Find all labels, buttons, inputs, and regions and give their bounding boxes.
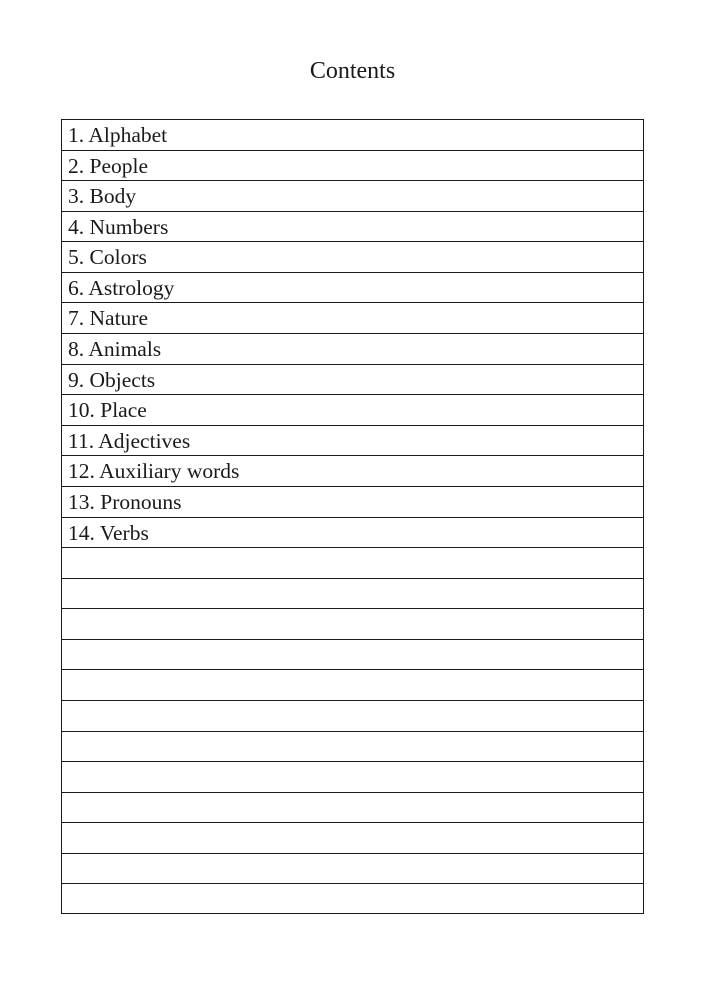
blank-row xyxy=(62,609,643,640)
contents-row: 4. Numbers xyxy=(62,212,643,243)
blank-row xyxy=(62,701,643,732)
contents-row: 11. Adjectives xyxy=(62,426,643,457)
blank-row xyxy=(62,793,643,824)
contents-row: 2. People xyxy=(62,151,643,182)
blank-row xyxy=(62,884,643,915)
contents-row: 14. Verbs xyxy=(62,518,643,549)
blank-row xyxy=(62,640,643,671)
contents-row: 1. Alphabet xyxy=(62,120,643,151)
contents-row: 12. Auxiliary words xyxy=(62,456,643,487)
blank-row xyxy=(62,823,643,854)
page-title: Contents xyxy=(309,58,396,84)
blank-row xyxy=(62,548,643,579)
contents-row: 5. Colors xyxy=(62,242,643,273)
blank-row xyxy=(62,579,643,610)
contents-row: 9. Objects xyxy=(62,365,643,396)
contents-row: 8. Animals xyxy=(62,334,643,365)
blank-row xyxy=(62,732,643,763)
contents-row: 6. Astrology xyxy=(62,273,643,304)
blank-row xyxy=(62,670,643,701)
contents-table xyxy=(61,119,644,914)
contents-row: 7. Nature xyxy=(62,303,643,334)
contents-row: 13. Pronouns xyxy=(62,487,643,518)
contents-row: 3. Body xyxy=(62,181,643,212)
contents-row: 10. Place xyxy=(62,395,643,426)
blank-row xyxy=(62,762,643,793)
blank-row xyxy=(62,854,643,885)
